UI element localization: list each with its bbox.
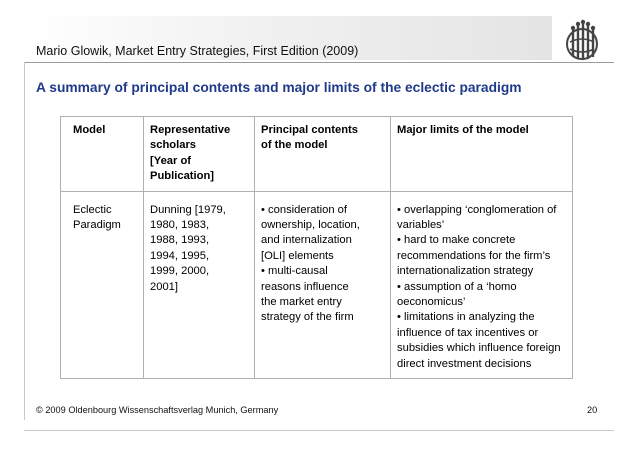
cell-scholars-line: 1988, 1993, (150, 234, 210, 247)
header-scholars (144, 117, 255, 192)
cell-model (61, 191, 144, 378)
cell-contents-line: [OLI] elements (261, 249, 334, 262)
table-row (61, 191, 573, 378)
table-header-row (61, 117, 573, 192)
header-divider (24, 62, 614, 63)
header-contents-line: of the model (261, 139, 328, 152)
header-scholars-line: scholars (150, 139, 197, 152)
cell-limits-line: • overlapping ‘conglomeration of (397, 203, 557, 216)
header-scholars-line: Representative (150, 124, 231, 136)
cell-scholars-line: 2001] (150, 280, 178, 293)
cell-limits-line: direct investment decisions (397, 357, 532, 370)
cell-limits-line: • hard to make concrete (397, 234, 516, 247)
cell-limits-line: subsidies which influence foreign (397, 342, 561, 355)
slide-frame-bottom (24, 430, 614, 431)
cell-contents-line: reasons influence (261, 280, 349, 293)
cell-limits-line: • assumption of a ‘homo (397, 280, 517, 293)
cell-contents (255, 191, 391, 378)
header-model (61, 117, 144, 192)
cell-scholars-line: 1980, 1983, (150, 219, 210, 232)
cell-limits-line: recommendations for the firm’s (397, 249, 551, 262)
cell-model-line: Eclectic (73, 203, 112, 216)
cell-scholars (144, 191, 255, 378)
cell-limits-line: influence of tax incentives or (397, 326, 539, 339)
cell-limits-line: oeconomicus’ (397, 296, 466, 309)
cell-limits-line: internationalization strategy (397, 265, 534, 278)
summary-table (60, 116, 573, 379)
cell-scholars-line: Dunning [1979, (150, 203, 226, 216)
header-scholars-line: Publication] (150, 170, 215, 183)
cell-scholars-line: 1999, 2000, (150, 265, 210, 278)
slide-title: A summary of principal contents and major limits of the eclectic paradigm (36, 80, 522, 95)
header-model-label: Model (73, 124, 106, 136)
header-limits-label: Major limits of the model (397, 124, 529, 136)
cell-contents-line: ownership, location, (261, 219, 360, 232)
publisher-logo-icon (558, 18, 606, 66)
header-scholars-line: [Year of (150, 154, 192, 167)
header-contents-line: Principal contents (261, 124, 358, 136)
cell-contents-line: and internalization (261, 234, 352, 247)
slide-frame-left (24, 62, 25, 420)
cell-contents-line: • multi-causal (261, 265, 328, 278)
cell-contents-line: • consideration of (261, 203, 348, 216)
header-limits (391, 117, 573, 192)
cell-contents-line: the market entry (261, 296, 342, 309)
cell-contents-line: strategy of the firm (261, 311, 354, 324)
cell-limits-line: variables’ (397, 219, 445, 232)
footer-copyright: © 2009 Oldenbourg Wissenschaftsverlag Munich, Germany (36, 405, 279, 415)
header-title: Mario Glowik, Market Entry Strategies, First Edition (2009) (36, 44, 359, 58)
cell-limits-line: • limitations in analyzing the (397, 311, 535, 324)
page-number: 20 (587, 405, 598, 415)
header-contents (255, 117, 391, 192)
cell-limits (391, 191, 573, 378)
cell-scholars-line: 1994, 1995, (150, 249, 210, 262)
cell-model-line: Paradigm (73, 219, 121, 232)
